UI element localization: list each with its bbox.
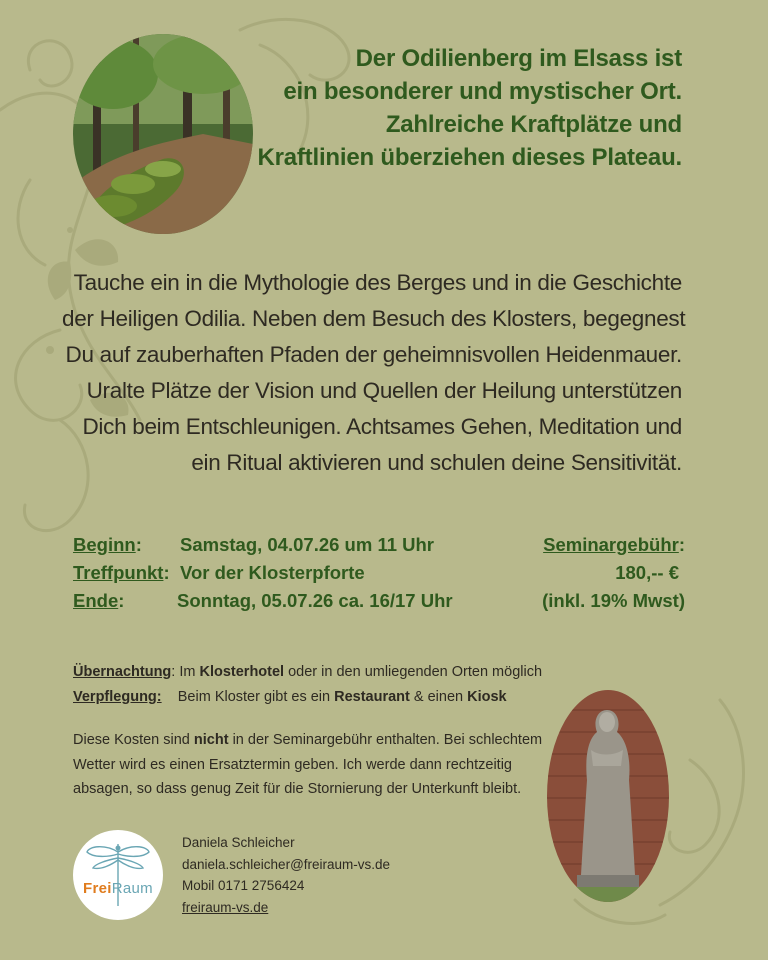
- schedule-block: [73, 531, 685, 615]
- fee-label-wrap: Seminargebühr:: [543, 534, 685, 555]
- end-value: Sonntag, 05.07.26 ca. 16/17 Uhr: [177, 590, 453, 611]
- end-label-wrap: Ende:: [73, 590, 125, 611]
- intro-line: Tauche ein in die Mythologie des Berges und in die Geschichte: [73, 270, 682, 295]
- dragonfly-icon: [73, 830, 163, 920]
- intro-line: der Heiligen Odilia. Neben dem Besuch des Klosters, begegnest: [62, 306, 686, 331]
- contact-block: [182, 832, 390, 918]
- intro-line: Du auf zauberhaften Pfaden der geheimnisvollen Heidenmauer.: [65, 342, 682, 367]
- begin-label-wrap: Beginn:: [73, 534, 142, 555]
- logistics-block: [73, 660, 542, 710]
- note-line: absagen, so dass genug Zeit für die Stornierung der Unterkunft bleibt.: [73, 781, 522, 797]
- forest-photo: [73, 34, 253, 234]
- intro-line: ein Ritual aktivieren und schulen deine Sensitivität.: [191, 450, 682, 475]
- headline-line: Zahlreiche Kraftplätze und: [385, 111, 682, 138]
- stay-label: Übernachtung: [73, 664, 172, 680]
- food-pre: Beim Kloster gibt es ein: [177, 689, 331, 705]
- note-pre: Diese Kosten sind: [73, 732, 190, 748]
- stay-bold: Klosterhotel: [199, 664, 285, 680]
- intro-line: Uralte Plätze der Vision und Quellen der Heilung unterstützen: [86, 378, 682, 403]
- logo-part-frei: Frei: [83, 880, 112, 897]
- note-line: [73, 728, 543, 753]
- food-bold-kiosk: Kiosk: [467, 689, 507, 705]
- begin-value: Samstag, 04.07.26 um 11 Uhr: [180, 534, 434, 555]
- meet-label: Treffpunkt: [73, 562, 164, 583]
- intro-text: [62, 265, 686, 481]
- intro-line: Dich beim Entschleunigen. Achtsames Gehen, Meditation und: [82, 414, 682, 439]
- food-label: Verpflegung:: [73, 689, 162, 705]
- note-line: Wetter wird es einen Ersatztermin geben. Ich werde dann rechtzeitig: [73, 756, 512, 773]
- end-label: Ende: [73, 590, 119, 611]
- begin-label: Beginn: [73, 534, 136, 555]
- freiraum-logo: [73, 830, 163, 920]
- contact-name: Daniela Schleicher: [182, 835, 295, 850]
- fee-label: Seminargebühr: [543, 534, 679, 555]
- stay-line: Übernachtung: Im Klosterhotel oder in den umliegenden Orten möglich: [73, 664, 543, 680]
- logo-part-raum: Raum: [111, 880, 153, 897]
- food-bold-restaurant: Restaurant: [334, 689, 410, 705]
- statue-image: [547, 690, 669, 902]
- statue-photo: [547, 690, 669, 902]
- headline-line: Der Odilienberg im Elsass ist: [355, 45, 682, 72]
- contact-phone: Mobil 0171 2756424: [182, 878, 305, 893]
- headline: [242, 42, 682, 174]
- stay-pre: Im: [179, 664, 196, 680]
- food-line: [73, 685, 542, 710]
- meet-label-wrap: Treffpunkt:: [73, 562, 170, 583]
- headline-line: ein besonderer und mystischer Ort.: [283, 78, 682, 105]
- fee-value: 180,-- €: [615, 562, 679, 583]
- note-post: in der Seminargebühr enthalten. Bei schlechtem: [232, 732, 543, 748]
- forest-image: [73, 34, 253, 234]
- meet-value: Vor der Klosterpforte: [180, 562, 365, 583]
- contact-email[interactable]: daniela.schleicher@freiraum-vs.de: [182, 856, 391, 872]
- stay-post: oder in den umliegenden Orten möglich: [288, 664, 543, 680]
- food-mid: & einen: [413, 689, 464, 705]
- headline-line: Kraftlinien überziehen dieses Plateau.: [257, 144, 682, 171]
- cost-note: [73, 728, 543, 802]
- logo-wordmark: [73, 880, 163, 897]
- contact-website-link[interactable]: freiraum-vs.de: [182, 899, 269, 915]
- fee-note: (inkl. 19% Mwst): [542, 590, 685, 611]
- note-bold: nicht: [193, 732, 229, 748]
